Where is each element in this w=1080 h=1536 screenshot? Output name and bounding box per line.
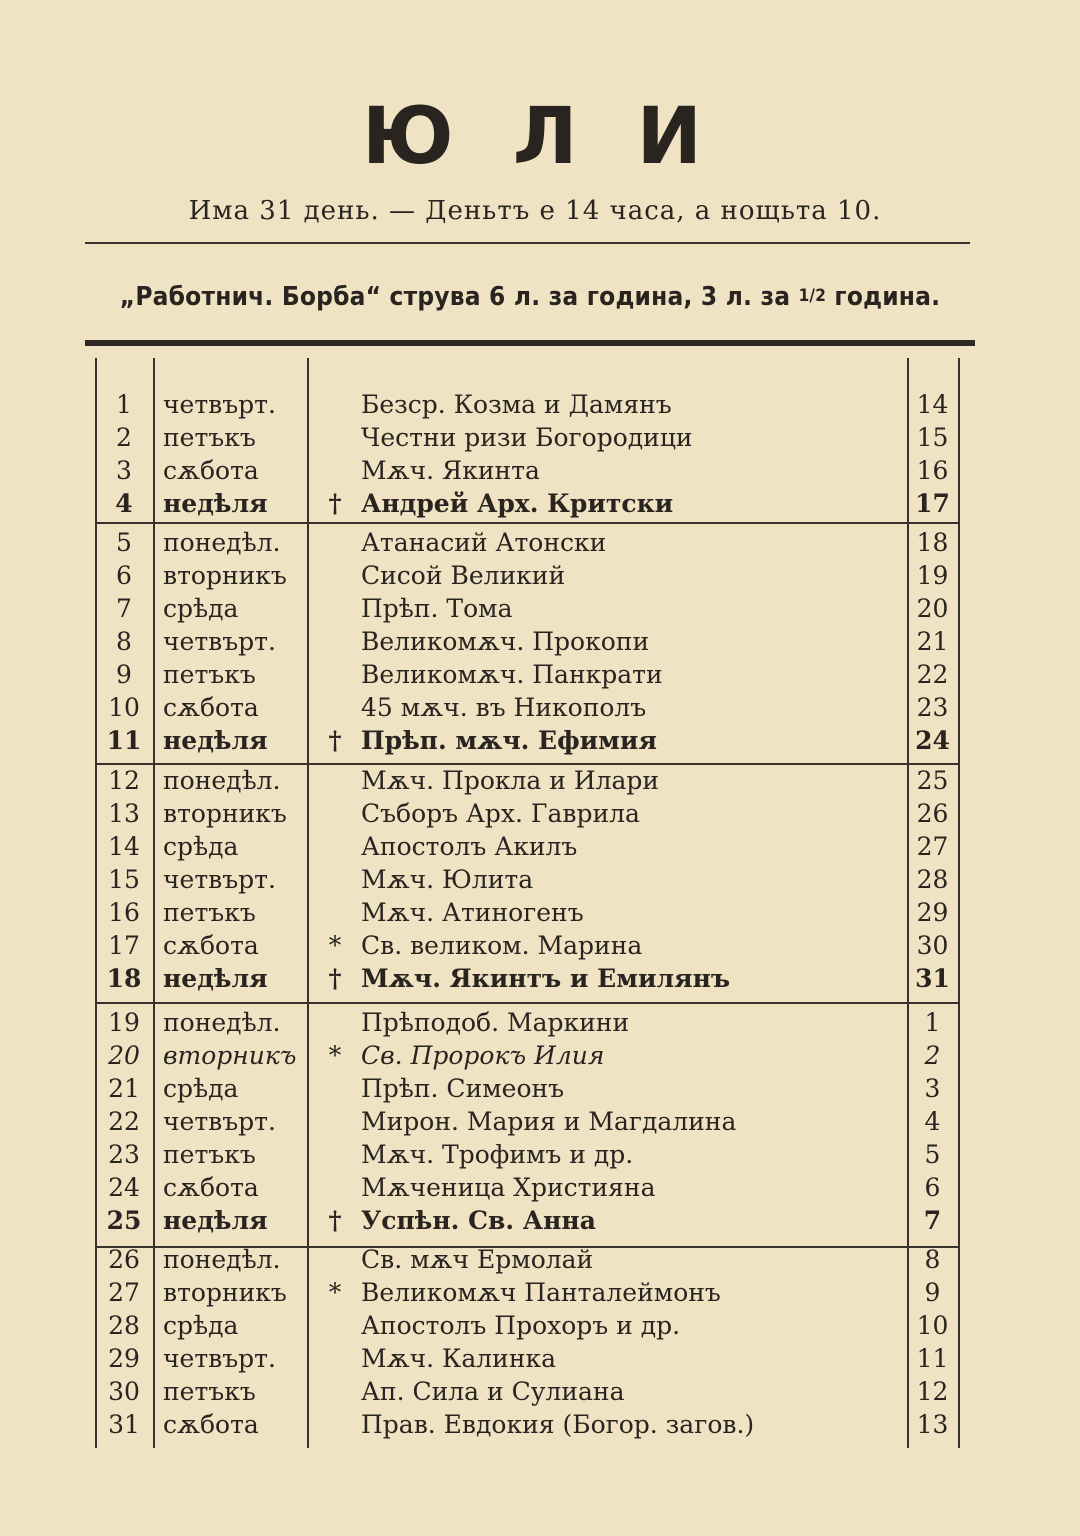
weekday: сѫбота: [163, 1410, 259, 1439]
saint-name: Ап. Сила и Сулиана: [361, 1377, 625, 1406]
day-number: 7: [116, 594, 132, 623]
old-style-date: 6: [924, 1173, 941, 1202]
weekday: вторникъ: [163, 1041, 297, 1070]
feast-mark: *: [328, 1278, 342, 1307]
day-number: 26: [108, 1245, 140, 1274]
calendar-row: [95, 1105, 960, 1138]
saint-name: Прѣподоб. Маркини: [361, 1008, 630, 1037]
calendar-row: [95, 797, 960, 830]
old-style-date: 28: [916, 865, 949, 894]
old-style-date: 13: [916, 1410, 949, 1439]
weekday: срѣда: [163, 594, 239, 623]
old-style-date: 5: [924, 1140, 941, 1169]
old-style-date: 27: [916, 832, 949, 861]
calendar-row: [95, 929, 960, 962]
day-number: 2: [116, 423, 132, 452]
weekday: вторникъ: [163, 561, 287, 590]
old-style-date: 26: [916, 799, 949, 828]
old-style-date: 15: [916, 423, 949, 452]
old-style-date: 18: [916, 528, 949, 557]
weekday: четвърт.: [163, 1107, 276, 1136]
saint-name: Св. Пророкъ Илия: [361, 1041, 605, 1070]
calendar-row: [95, 1171, 960, 1204]
weekday: петъкъ: [163, 1377, 256, 1406]
weekday: недѣля: [163, 1206, 268, 1235]
saint-name: Честни ризи Богородици: [361, 423, 693, 452]
old-style-date: 9: [924, 1278, 941, 1307]
calendar-row: [95, 1039, 960, 1072]
old-style-date: 4: [924, 1107, 941, 1136]
old-style-date: 22: [916, 660, 949, 689]
saint-name: Апостолъ Прохоръ и др.: [361, 1311, 681, 1340]
feast-mark: *: [328, 1041, 342, 1070]
day-number: 11: [106, 726, 142, 755]
saint-name: Мѫч. Трофимъ и др.: [361, 1140, 634, 1169]
calendar-row: [95, 691, 960, 724]
day-number: 14: [108, 832, 140, 861]
saint-name: 45 мѫч. въ Никополъ: [361, 693, 647, 722]
day-number: 30: [108, 1377, 140, 1406]
weekday: понедѣл.: [163, 1008, 281, 1037]
day-number: 20: [108, 1041, 140, 1070]
calendar-row: [95, 1309, 960, 1342]
subscription-tail: година.: [826, 282, 941, 312]
weekday: сѫбота: [163, 693, 259, 722]
subscription-fraction: 1/2: [798, 286, 827, 306]
weekday: четвърт.: [163, 627, 276, 656]
old-style-date: 14: [916, 390, 949, 419]
old-style-date: 16: [916, 456, 949, 485]
saint-name: Мирон. Мария и Магдалина: [361, 1107, 737, 1136]
calendar-row: [95, 559, 960, 592]
thick-divider: [85, 340, 975, 346]
calendar-row: [95, 454, 960, 487]
old-style-date: 31: [915, 964, 950, 993]
old-style-date: 8: [924, 1245, 941, 1274]
calendar-row: [95, 863, 960, 896]
feast-mark: †: [328, 489, 342, 518]
weekday: четвърт.: [163, 865, 276, 894]
old-style-date: 25: [916, 766, 949, 795]
day-number: 24: [108, 1173, 140, 1202]
calendar-row: [95, 1375, 960, 1408]
weekday: вторникъ: [163, 1278, 287, 1307]
old-style-date: 24: [915, 726, 950, 755]
calendar-row: [95, 1276, 960, 1309]
weekday: петъкъ: [163, 423, 256, 452]
calendar-row: [95, 1408, 960, 1441]
saint-name: Мѫч. Калинка: [361, 1344, 557, 1373]
day-number: 31: [108, 1410, 140, 1439]
saint-name: Апостолъ Акилъ: [361, 832, 578, 861]
saint-name: Съборъ Арх. Гаврила: [361, 799, 640, 828]
weekday: сѫбота: [163, 1173, 259, 1202]
old-style-date: 30: [916, 931, 949, 960]
feast-mark: †: [328, 1206, 342, 1235]
saint-name: Прѣп. Тома: [361, 594, 513, 623]
old-style-date: 20: [916, 594, 949, 623]
calendar-row: [95, 526, 960, 559]
saint-name: Атанасий Атонски: [361, 528, 607, 557]
weekday: срѣда: [163, 832, 239, 861]
day-number: 19: [108, 1008, 140, 1037]
saint-name: Великомѫч Панталеймонъ: [361, 1278, 721, 1307]
week-separator: [95, 522, 960, 524]
weekday: сѫбота: [163, 931, 259, 960]
weekday: четвърт.: [163, 390, 276, 419]
saint-name: Св. мѫч Ермолай: [361, 1245, 594, 1274]
day-number: 22: [108, 1107, 140, 1136]
day-number: 18: [106, 964, 142, 993]
subscription-text: „Работнич. Борба“ струва 6 л. за година, 3 л. за: [119, 282, 799, 312]
saint-name: Св. великом. Марина: [361, 931, 643, 960]
day-number: 8: [116, 627, 132, 656]
calendar-row: [95, 625, 960, 658]
weekday: срѣда: [163, 1311, 239, 1340]
saint-name: Мѫч. Якинта: [361, 456, 540, 485]
old-style-date: 7: [923, 1206, 942, 1235]
day-number: 28: [108, 1311, 140, 1340]
saint-name: Мѫч. Юлита: [361, 865, 534, 894]
day-number: 3: [116, 456, 132, 485]
day-number: 23: [108, 1140, 140, 1169]
weekday: понедѣл.: [163, 528, 281, 557]
calendar-row: [95, 1204, 960, 1237]
old-style-date: 1: [924, 1008, 941, 1037]
saint-name: Сисой Великий: [361, 561, 566, 590]
week-separator: [95, 763, 960, 765]
calendar-row: [95, 658, 960, 691]
saint-name: Успѣн. Св. Анна: [361, 1206, 596, 1235]
day-number: 13: [108, 799, 140, 828]
month-info: Има 31 день. — Деньтъ е 14 часа, а нощьта 10.: [188, 196, 882, 226]
calendar-row: [95, 1072, 960, 1105]
day-number: 12: [108, 766, 140, 795]
old-style-date: 17: [915, 489, 950, 518]
weekday: понедѣл.: [163, 766, 281, 795]
saint-name: Прѣп. Симеонъ: [361, 1074, 565, 1103]
feast-mark: *: [328, 931, 342, 960]
old-style-date: 10: [916, 1311, 949, 1340]
weekday: петъкъ: [163, 898, 256, 927]
saint-name: Андрей Арх. Критски: [361, 489, 674, 518]
day-number: 6: [116, 561, 132, 590]
saint-name: Безср. Козма и Дамянъ: [361, 390, 672, 419]
weekday: недѣля: [163, 726, 268, 755]
weekday: недѣля: [163, 489, 268, 518]
week-separator: [95, 1002, 960, 1004]
day-number: 25: [106, 1206, 142, 1235]
weekday: сѫбота: [163, 456, 259, 485]
weekday: петъкъ: [163, 1140, 256, 1169]
day-number: 1: [116, 390, 132, 419]
day-number: 4: [115, 489, 133, 518]
day-number: 17: [108, 931, 140, 960]
old-style-date: 23: [916, 693, 949, 722]
week-separator: [95, 1246, 960, 1248]
saint-name: Прѣп. мѫч. Ефимия: [361, 726, 657, 755]
weekday: недѣля: [163, 964, 268, 993]
calendar-row: [95, 1342, 960, 1375]
calendar-row: [95, 1138, 960, 1171]
calendar-row: [95, 592, 960, 625]
calendar-row: [95, 830, 960, 863]
feast-mark: †: [328, 726, 342, 755]
saint-name: Прав. Евдокия (Богор. загов.): [361, 1410, 755, 1439]
calendar-row: [95, 487, 960, 520]
calendar-row: [95, 388, 960, 421]
day-number: 29: [108, 1344, 140, 1373]
day-number: 10: [108, 693, 140, 722]
saint-name: Мѫченица Християна: [361, 1173, 656, 1202]
saint-name: Великомѫч. Панкрати: [361, 660, 663, 689]
old-style-date: 29: [916, 898, 949, 927]
feast-mark: †: [328, 964, 342, 993]
day-number: 21: [108, 1074, 140, 1103]
day-number: 16: [108, 898, 140, 927]
old-style-date: 11: [916, 1344, 949, 1373]
old-style-date: 12: [916, 1377, 949, 1406]
weekday: петъкъ: [163, 660, 256, 689]
old-style-date: 19: [916, 561, 949, 590]
subscription-notice: [85, 282, 975, 312]
day-number: 15: [108, 865, 140, 894]
calendar-row: [95, 1006, 960, 1039]
old-style-date: 2: [924, 1041, 941, 1070]
weekday: срѣда: [163, 1074, 239, 1103]
calendar-row: [95, 962, 960, 995]
saint-name: Мѫч. Прокла и Илари: [361, 766, 660, 795]
calendar-row: [95, 764, 960, 797]
calendar-row: [95, 421, 960, 454]
calendar-row: [95, 896, 960, 929]
day-number: 9: [116, 660, 132, 689]
saint-name: Мѫч. Атиногенъ: [361, 898, 584, 927]
old-style-date: 3: [924, 1074, 941, 1103]
saint-name: Мѫч. Якинтъ и Емилянъ: [361, 964, 731, 993]
saint-name: Великомѫч. Прокопи: [361, 627, 650, 656]
divider: [85, 242, 970, 244]
weekday: вторникъ: [163, 799, 287, 828]
day-number: 27: [108, 1278, 140, 1307]
old-style-date: 21: [916, 627, 949, 656]
calendar-row: [95, 724, 960, 757]
day-number: 5: [116, 528, 132, 557]
month-title: Ю Л И: [362, 92, 718, 182]
weekday: четвърт.: [163, 1344, 276, 1373]
weekday: понедѣл.: [163, 1245, 281, 1274]
